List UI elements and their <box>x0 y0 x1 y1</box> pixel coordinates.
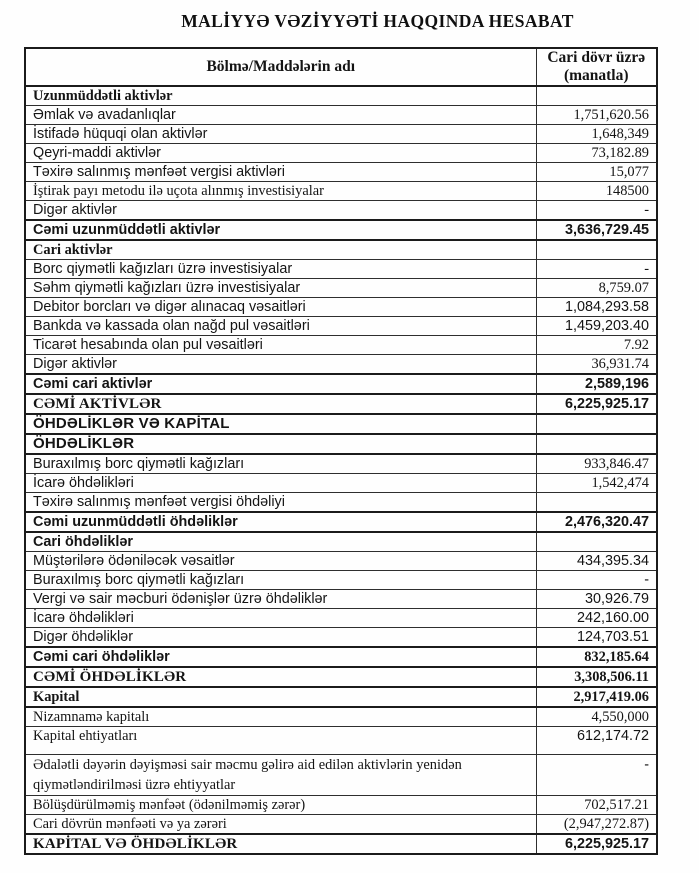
row-value: - <box>536 755 657 796</box>
row-value: (2,947,272.87) <box>536 815 657 835</box>
row-label: Cari dövrün mənfəəti və ya zərəri <box>25 815 536 835</box>
table-row <box>25 434 657 454</box>
row-label: Cəmi cari öhdəliklər <box>25 647 536 667</box>
row-value: 1,459,203.40 <box>536 317 657 336</box>
row-value: 1,648,349 <box>536 125 657 144</box>
table-row <box>25 125 657 144</box>
table-row <box>25 279 657 298</box>
row-value: 6,225,925.17 <box>536 394 657 414</box>
row-value: 612,174.72 <box>536 727 657 755</box>
table-row <box>25 571 657 590</box>
table-row <box>25 163 657 182</box>
row-value: 3,308,506.11 <box>536 667 657 687</box>
table-row <box>25 628 657 648</box>
row-value: 242,160.00 <box>536 609 657 628</box>
row-value: 832,185.64 <box>536 647 657 667</box>
table-row <box>25 336 657 355</box>
row-label: İcarə öhdəlikləri <box>25 609 536 628</box>
row-label: Nizamnamə kapitalı <box>25 707 536 727</box>
row-label: Qeyri-maddi aktivlər <box>25 144 536 163</box>
row-label: Kapital <box>25 687 536 707</box>
row-value: 2,589,196 <box>536 374 657 394</box>
row-label: İştirak payı metodu ilə uçota alınmış investisiyalar <box>25 182 536 201</box>
row-label: Borc qiymətli kağızları üzrə investisiyalar <box>25 260 536 279</box>
row-label: İcarə öhdəlikləri <box>25 474 536 493</box>
row-value: 4,550,000 <box>536 707 657 727</box>
table-row <box>25 815 657 835</box>
row-value: 30,926.79 <box>536 590 657 609</box>
row-value: 3,636,729.45 <box>536 220 657 240</box>
row-value: 1,084,293.58 <box>536 298 657 317</box>
row-label: Təxirə salınmış mənfəət vergisi aktivləri <box>25 163 536 182</box>
row-value: 36,931.74 <box>536 355 657 375</box>
table-row <box>25 394 657 414</box>
row-label: Cəmi uzunmüddətli aktivlər <box>25 220 536 240</box>
row-label: Ticarət hesabında olan pul vəsaitləri <box>25 336 536 355</box>
row-label: Müştərilərə ödəniləcək vəsaitlər <box>25 552 536 571</box>
table-row <box>25 493 657 513</box>
row-label: Digər öhdəliklər <box>25 628 536 648</box>
row-value: 124,703.51 <box>536 628 657 648</box>
row-value: 434,395.34 <box>536 552 657 571</box>
row-label: CƏMİ ÖHDƏLİKLƏR <box>25 667 536 687</box>
table-row <box>25 755 657 796</box>
table-row <box>25 106 657 125</box>
row-label: Vergi və sair məcburi ödənişlər üzrə öhdəliklər <box>25 590 536 609</box>
row-value: - <box>536 571 657 590</box>
table-row <box>25 512 657 532</box>
row-label: Ədalətli dəyərin dəyişməsi sair məcmu gəlirə aid edilən aktivlərin yenidən qiymətləndirilməsi üzrə ehtiyyatlar <box>25 755 536 796</box>
row-label: ÖHDƏLİKLƏR <box>25 434 536 454</box>
column-header-name: Bölmə/Maddələrin adı <box>25 48 536 86</box>
row-value <box>536 493 657 513</box>
table-row <box>25 474 657 493</box>
table-row <box>25 707 657 727</box>
row-label: KAPİTAL VƏ ÖHDƏLİKLƏR <box>25 834 536 854</box>
table-row <box>25 182 657 201</box>
row-label: Təxirə salınmış mənfəət vergisi öhdəliyi <box>25 493 536 513</box>
row-value <box>536 532 657 552</box>
table-row <box>25 590 657 609</box>
table-row <box>25 834 657 854</box>
row-value: 73,182.89 <box>536 144 657 163</box>
row-label: CƏMİ AKTİVLƏR <box>25 394 536 414</box>
table-row <box>25 414 657 434</box>
column-header-value-line2: (manatla) <box>563 67 629 84</box>
row-label: Buraxılmış borc qiymətli kağızları <box>25 571 536 590</box>
row-value: 7.92 <box>536 336 657 355</box>
row-label: ÖHDƏLİKLƏR VƏ KAPİTAL <box>25 414 536 434</box>
row-label: Cəmi uzunmüddətli öhdəliklər <box>25 512 536 532</box>
row-label: Uzunmüddətli aktivlər <box>25 86 536 106</box>
row-label: Buraxılmış borc qiymətli kağızları <box>25 454 536 474</box>
row-value: - <box>536 260 657 279</box>
table-row <box>25 298 657 317</box>
row-value: 15,077 <box>536 163 657 182</box>
row-value: - <box>536 201 657 221</box>
table-row <box>25 317 657 336</box>
table-row <box>25 86 657 106</box>
document-title: MALİYYƏ VƏZİYYƏTİ HAQQINDA HESABAT <box>181 11 574 31</box>
row-label: Səhm qiymətli kağızları üzrə investisiyalar <box>25 279 536 298</box>
row-label: Kapital ehtiyatları <box>25 727 536 755</box>
table-row <box>25 687 657 707</box>
row-value: 1,751,620.56 <box>536 106 657 125</box>
row-label: Bölüşdürülməmiş mənfəət (ödənilməmiş zərər) <box>25 796 536 815</box>
table-row <box>25 727 657 755</box>
row-value <box>536 240 657 260</box>
table-row <box>25 220 657 240</box>
table-row <box>25 647 657 667</box>
row-label: Digər aktivlər <box>25 355 536 375</box>
table-body <box>25 86 657 854</box>
row-value: 6,225,925.17 <box>536 834 657 854</box>
row-label: Cari aktivlər <box>25 240 536 260</box>
row-label: Debitor borcları və digər alınacaq vəsaitləri <box>25 298 536 317</box>
table-row <box>25 552 657 571</box>
table-row <box>25 260 657 279</box>
row-value <box>536 414 657 434</box>
row-value: 2,917,419.06 <box>536 687 657 707</box>
row-label: Bankda və kassada olan nağd pul vəsaitləri <box>25 317 536 336</box>
column-header-value <box>536 48 657 86</box>
row-value: 148500 <box>536 182 657 201</box>
table-row <box>25 374 657 394</box>
row-value <box>536 86 657 106</box>
column-header-value-line1: Cari dövr üzrə <box>547 49 646 66</box>
table-row <box>25 355 657 375</box>
row-label: Cəmi cari aktivlər <box>25 374 536 394</box>
table-header-row <box>25 48 657 86</box>
row-label: İstifadə hüquqi olan aktivlər <box>25 125 536 144</box>
row-value: 2,476,320.47 <box>536 512 657 532</box>
table-row <box>25 201 657 221</box>
table-row <box>25 609 657 628</box>
table-row <box>25 454 657 474</box>
row-label: Əmlak və avadanlıqlar <box>25 106 536 125</box>
row-label: Cari öhdəliklər <box>25 532 536 552</box>
row-value: 8,759.07 <box>536 279 657 298</box>
financial-position-table <box>24 47 658 855</box>
row-label: Digər aktivlər <box>25 201 536 221</box>
table-row <box>25 667 657 687</box>
table-row <box>25 796 657 815</box>
row-value: 933,846.47 <box>536 454 657 474</box>
table-row <box>25 532 657 552</box>
table-row <box>25 144 657 163</box>
table-row <box>25 240 657 260</box>
row-value: 1,542,474 <box>536 474 657 493</box>
row-value <box>536 434 657 454</box>
row-value: 702,517.21 <box>536 796 657 815</box>
